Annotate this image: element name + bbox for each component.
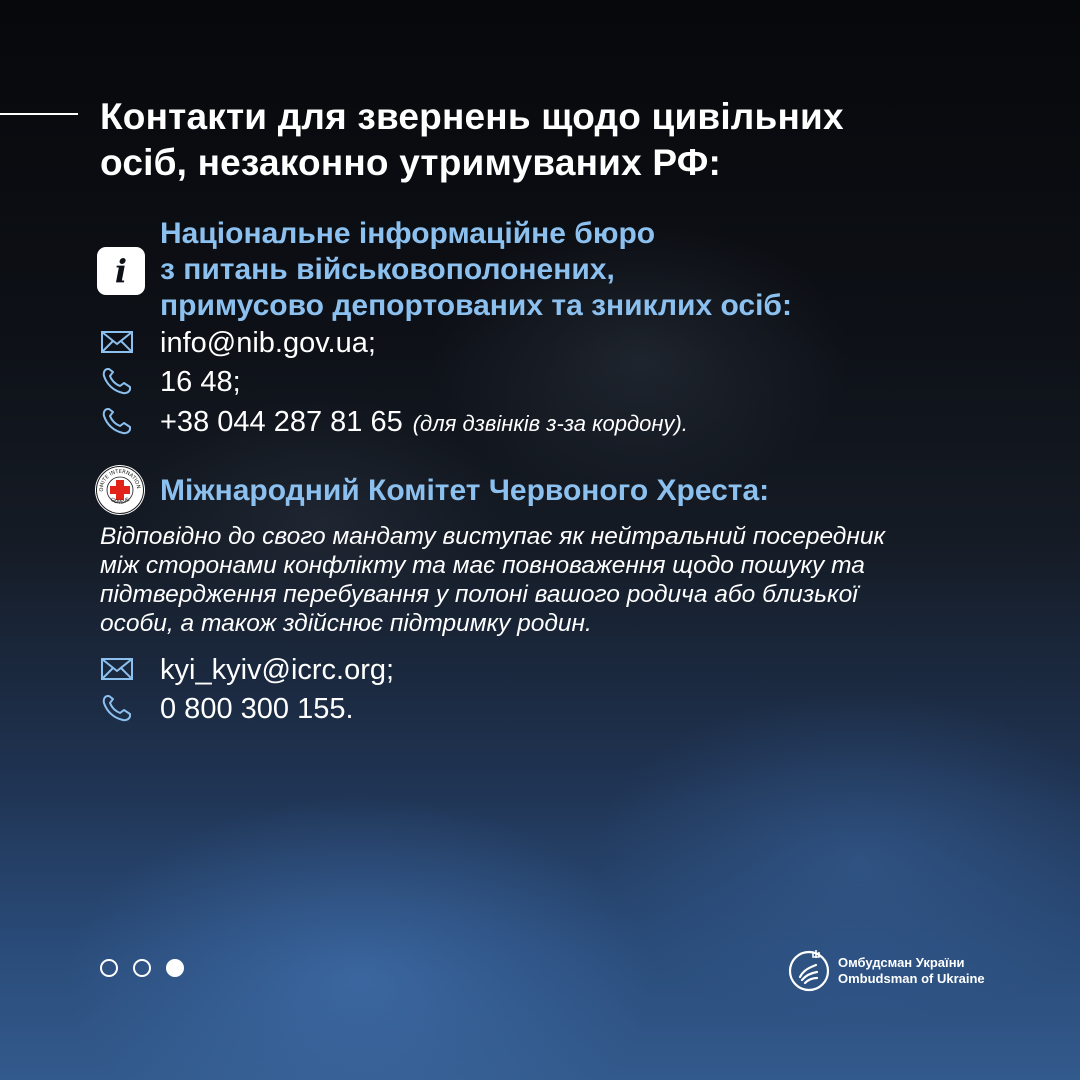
emblem-text-bottom: GENEVE [109,496,132,506]
brand-line-ua: Омбудсман України [838,955,965,970]
page-dot-3-active[interactable] [166,959,184,977]
envelope-icon [100,654,134,684]
page-dot-2[interactable] [133,959,151,977]
nib-phone-short-row [100,362,1040,402]
brand-line-en: Ombudsman of Ukraine [838,971,985,986]
icrc-email-row [100,650,1040,690]
nib-phone-intl-note: (для дзвінків з-за кордону). [412,411,688,436]
nib-email-link[interactable]: info@nib.gov.ua; [160,327,376,359]
icrc-description-line: між сторонами конфлікту та має повноваження щодо пошуку та [100,552,865,579]
icrc-phone-row [100,689,1040,729]
phone-icon [100,366,134,396]
page-title [100,94,1020,186]
icrc-description [100,522,990,638]
page-dot-1[interactable] [100,959,118,977]
nib-phone-intl-text [160,402,688,444]
envelope-icon [100,327,134,357]
nib-email-row [100,323,1040,363]
icrc-description-line: підтвердження перебування у полоні вашого родича або близької [100,581,858,608]
icrc-phone[interactable]: 0 800 300 155. [160,693,354,725]
icrc-heading: Міжнародний Комітет Червоного Хреста: [160,474,770,507]
ombudsman-logo-icon [786,947,832,993]
nib-heading-line: примусово депортованих та зниклих осіб: [160,289,792,322]
icrc-email-link[interactable]: kyi_kyiv@icrc.org; [160,654,395,686]
nib-phone-short[interactable]: 16 48; [160,366,241,398]
title-line: Контакти для звернень щодо цивільних [100,96,844,137]
info-icon: i [97,247,145,295]
red-cross-emblem-icon [94,464,146,516]
nib-heading [160,216,1040,324]
ombudsman-brand [786,947,1046,995]
title-rule [0,113,78,115]
icrc-description-line: особи, а також здійснює підтримку родин. [100,610,592,637]
phone-icon [100,693,134,723]
nib-heading-line: з питань військовополонених, [160,253,615,286]
emblem-text-top: OMITE INTERNATION [98,468,142,492]
title-line: осіб, незаконно утримуваних РФ: [100,142,722,183]
nib-phone-intl-row [100,402,1040,442]
icrc-description-line: Відповідно до свого мандату виступає як нейтральний посередник [100,523,886,550]
nib-phone-intl[interactable]: +38 044 287 81 65 [160,406,403,438]
phone-icon [100,406,134,436]
nib-heading-line: Національне інформаційне бюро [160,217,656,250]
